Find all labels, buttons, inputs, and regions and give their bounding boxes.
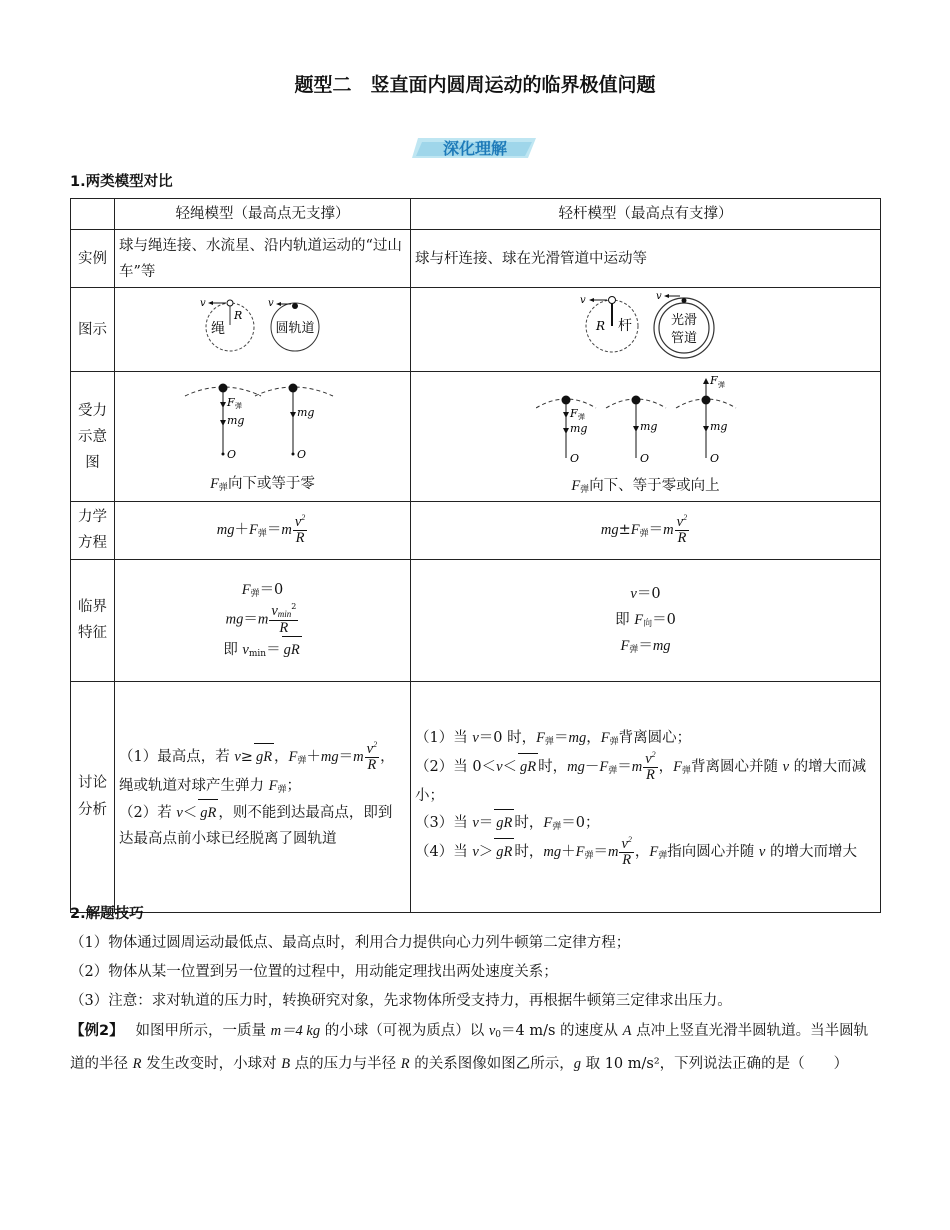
svg-text:v: v	[267, 298, 274, 310]
section2-heading: 2.解题技巧	[70, 906, 144, 922]
svg-text:F: F	[709, 374, 718, 388]
rope-equation: $mg+F_弹=m$ $\frac{v^2}{R}$	[115, 502, 411, 559]
comparison-table	[70, 198, 881, 913]
svg-text:R: R	[233, 309, 242, 323]
rod-figure	[576, 290, 716, 360]
tip-2: （2）物体从某一位置到另一位置的过程中，用动能定理找出两处速度关系；	[70, 964, 558, 980]
svg-text:v: v	[579, 295, 586, 307]
svg-text:弹: 弹	[234, 402, 242, 411]
banner-text: 深化理解	[442, 139, 508, 158]
rod-example: 球与杆连接、球在光滑管道中运动等	[411, 230, 881, 288]
svg-text:F: F	[569, 407, 578, 421]
svg-text:v: v	[199, 298, 206, 310]
label-figure: 图示	[71, 288, 115, 372]
svg-text:mg: mg	[639, 420, 657, 434]
svg-text:圆轨道: 圆轨道	[274, 321, 315, 337]
label-force: 受力示意图	[71, 372, 115, 502]
page-title: 题型二 竖直面内圆周运动的临界极值问题	[294, 74, 656, 96]
svg-text:O: O	[639, 452, 649, 465]
rope-figure	[198, 293, 328, 357]
header-rod: 轻杆模型（最高点有支撑）	[411, 199, 881, 230]
svg-text:O: O	[226, 448, 236, 462]
svg-text:弹: 弹	[577, 413, 585, 422]
banner-badge	[412, 134, 538, 162]
label-discussion: 讨论分析	[71, 681, 115, 912]
svg-text:管道: 管道	[670, 331, 697, 347]
rod-equation: $mg\pm F_弹=m$ $\frac{v^2}{R}$	[411, 502, 881, 559]
rope-force-diagram	[183, 376, 343, 462]
label-equation: 力学方程	[71, 502, 115, 559]
svg-text:mg: mg	[569, 422, 587, 436]
rod-critical: v＝0 即 $F_向=0$ $F_弹=mg$	[411, 559, 881, 681]
svg-text:mg: mg	[296, 406, 314, 420]
rope-discussion: （1）最高点，若 v≥ gR ，$F_弹+mg=m$ $\frac{v^2}{R}$ ，绳或轨道对球产生弹力 $F_弹$； （2）若 v＜ gR ，则不能到达最高点，即到达最高点前小球已经脱离了圆轨道	[115, 681, 411, 912]
svg-text:杆: 杆	[617, 318, 632, 335]
example-2: 【例2】 如图甲所示，一质量 m＝4 kg 的小球（可视为质点）以 $v_0=4$ m/s 的速度从 A 点冲上竖直光滑半圆轨道。当半圆轨道的半径 R 发生改变时，小球对 B 点的压力与半径 R 的关系图像如图乙所示，g 取 10 m/s²，下列说法正确的是（ ）	[70, 1023, 869, 1072]
rope-example: 球与绳连接、水流星、沿内轨道运动的“过山车”等	[115, 230, 411, 288]
rod-discussion: （1）当 v＝0 时，$F_弹=mg$，$F_弹$背离圆心； （2）当 0＜v＜ gR 时，$mg-F_弹=m$ $\frac{v^2}{R}$ ，$F_弹$背离圆心并随 v 的增大而减小； （3）当 v＝ gR 时，$F_弹=0$； （4）当 v＞ gR 时，$mg+F_弹=m$ $\frac{v^2}{R}$ ，$F_弹$指向圆心并随 v 的增大而增大	[411, 681, 881, 912]
svg-text:O: O	[709, 452, 719, 465]
svg-text:R: R	[595, 319, 605, 334]
svg-text:绳: 绳	[210, 321, 225, 338]
rope-critical: $F_弹=0$ mg＝m $\frac{v_{min}^2}{R}$ 即 $v_{min}=$ gR	[115, 559, 411, 681]
svg-text:F: F	[226, 396, 235, 410]
label-critical: 临界特征	[71, 559, 115, 681]
header-rope: 轻绳模型（最高点无支撑）	[115, 199, 411, 230]
rod-force-caption: $F_弹$向下、等于零或向上	[571, 478, 720, 496]
section1-heading: 1.两类模型对比	[70, 174, 173, 190]
svg-text:mg: mg	[709, 420, 727, 434]
svg-text:光滑: 光滑	[670, 313, 697, 329]
tip-3: （3）注意：求对轨道的压力时，转换研究对象，先求物体所受支持力，再根据牛顿第三定律求出压力。	[70, 993, 732, 1009]
svg-text:O: O	[296, 448, 306, 462]
rope-force-caption: $F_弹$向下或等于零	[210, 476, 315, 494]
label-example: 实例	[71, 230, 115, 288]
tip-1: （1）物体通过圆周运动最低点、最高点时，利用合力提供向心力列牛顿第二定律方程；	[70, 935, 631, 951]
svg-text:弹: 弹	[717, 381, 725, 390]
rod-force-diagram	[536, 374, 756, 464]
svg-text:O: O	[569, 452, 579, 465]
svg-text:v: v	[655, 291, 662, 303]
corner-cell	[71, 199, 115, 230]
svg-text:mg: mg	[226, 414, 244, 428]
